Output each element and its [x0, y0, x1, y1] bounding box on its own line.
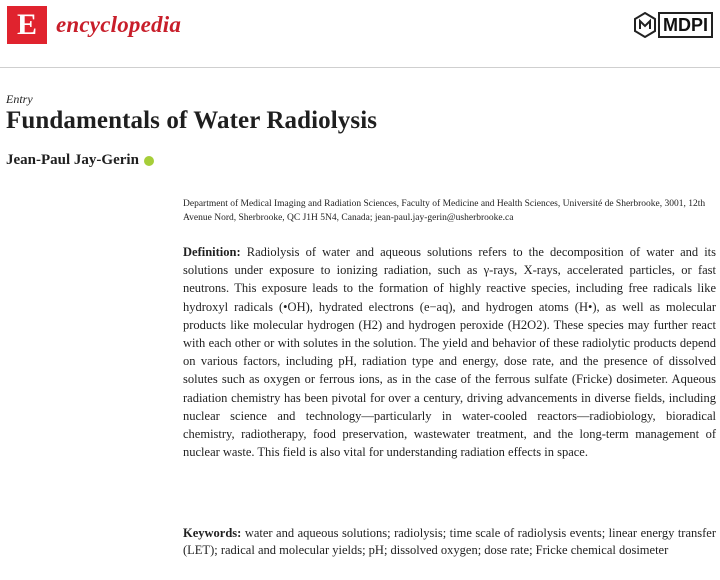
journal-logo [7, 6, 181, 44]
publisher-name: MDPI [658, 12, 713, 38]
keywords-label: Keywords: [183, 526, 242, 540]
definition-paragraph [183, 243, 716, 461]
affiliation: Department of Medical Imaging and Radiation Sciences, Faculty of Medicine and Health Sciences, Université de Sherbrooke, 3001, 12th Avenue Nord, Sherbrooke, QC J1H 5N4, Canada; jean-paul.jay-gerin@usherbrooke.ca [183, 199, 706, 223]
author-line [6, 152, 154, 169]
mdpi-logo-icon [634, 12, 656, 38]
header-divider [0, 67, 720, 68]
journal-name: encyclopedia [56, 12, 182, 37]
definition-text: Radiolysis of water and aqueous solutions refers to the decomposition of water and its solutions under exposure to ionizing radiation, such as γ-rays, X-rays, accelerated particles, or fast neutrons. This exposure leads to the formation of highly reactive species, including free radicals like hydroxyl radicals (•OH), hydrated electrons (e−aq), and hydrogen atoms (H•), as well as molecular products like molecular hydrogen (H2) and hydrogen peroxide (H2O2). These species may further react with each other or with solutes in the solution. The yield and behavior of these radiolytic products depend on various factors, including pH, radiation type and energy, dose rate, and the presence of dissolved solutes such as oxygen or ferrous ions, as in the case of the ferrous sulfate (Fricke) dosimeter. Aqueous radiation chemistry has been pivotal for over a century, driving advancements in diverse fields, including nuclear science and technology—particularly in water-cooled reactors—radiobiology, bioradical chemistry, radiotherapy, food preservation, wastewater treatment, and the long-term management of nuclear waste. This field is also vital for understanding radiation effects in space. [183, 245, 717, 460]
publisher-logo [634, 12, 713, 38]
keywords-paragraph [183, 525, 716, 559]
article-title: Fundamentals of Water Radiolysis [6, 107, 378, 134]
definition-label: Definition: [183, 245, 241, 259]
orcid-icon[interactable] [144, 156, 154, 166]
article-type: Entry [6, 92, 33, 106]
journal-mark-icon: E [7, 6, 47, 44]
author-name[interactable]: Jean-Paul Jay-Gerin [6, 152, 139, 168]
keywords-text: water and aqueous solutions; radiolysis; time scale of radiolysis events; linear energy transfer (LET); radical and molecular yields; pH; dissolved oxygen; dose rate; Fricke chemical dosimeter [183, 526, 716, 557]
